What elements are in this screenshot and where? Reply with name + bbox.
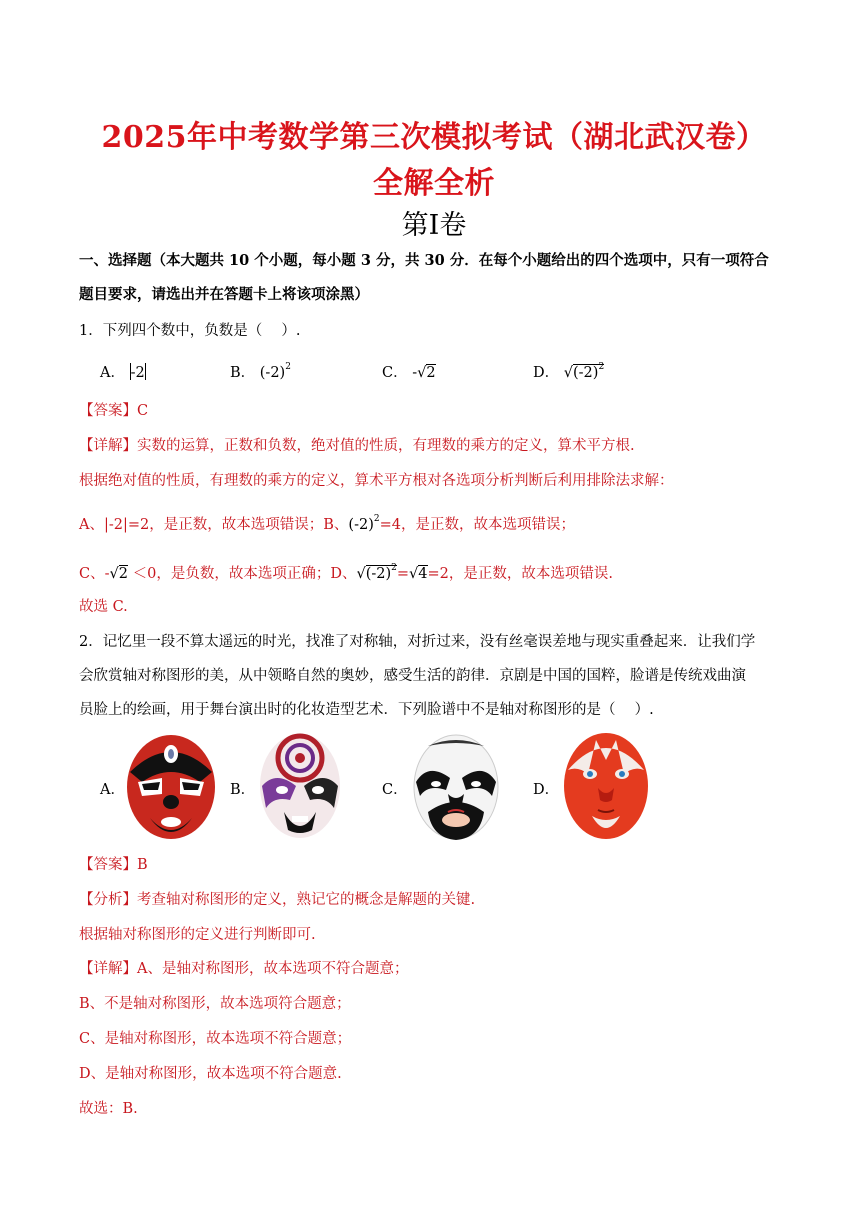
option-label: B． xyxy=(230,365,256,381)
q2-analysis xyxy=(79,890,475,910)
opera-mask-b-icon xyxy=(256,730,344,840)
q1-answer: 【答案】C xyxy=(79,403,149,419)
title-line-2: 全解全析 xyxy=(373,166,495,201)
exponent: 2 xyxy=(285,362,291,372)
option-label: A． xyxy=(100,365,125,381)
exponent: 2 xyxy=(391,563,397,573)
q2-label-d: D． xyxy=(533,782,560,798)
option-label: C． xyxy=(382,365,408,381)
exponent: 2 xyxy=(598,362,605,372)
opera-mask-a-icon xyxy=(120,732,222,842)
q1-detail-line-4 xyxy=(79,558,613,584)
section-heading-2: 题目要求，请选出并在答题卡上将该项涂黑） xyxy=(79,286,369,303)
q2-stem-2: 会欣赏轴对称图形的美，从中领略自然的奥妙，感受生活的韵律．京剧是中国的国粹，脸谱是传统戏曲演 xyxy=(79,668,746,684)
radicand xyxy=(573,364,604,381)
q2-detail-4: D、是轴对称图形，故本选项不符合题意. xyxy=(79,1066,342,1082)
text: = xyxy=(396,566,410,582)
radicand-base: (-2) xyxy=(573,365,599,381)
expr: (-2) xyxy=(259,365,286,381)
q1-option-d xyxy=(533,361,604,382)
analysis-text: 考查轴对称图形的定义，熟记它的概念是解题的关键. xyxy=(137,892,476,908)
sqrt-icon: √ xyxy=(563,365,573,381)
detail-tag: 【详解】 xyxy=(79,438,137,454)
q1-option-a xyxy=(100,361,146,382)
expr: -2 xyxy=(130,365,145,381)
text: =2，是正数，故本选项错误. xyxy=(427,566,614,582)
expr: (-2) xyxy=(348,517,374,533)
detail-text: 实数的运算，正数和负数，绝对值的性质，有理数的乘方的定义，算术平方根. xyxy=(137,438,635,454)
section-heading-1: 一、选择题（本大题共 10 个小题，每小题 3 分，共 30 分．在每个小题给出的四个选项中，只有一项符合 xyxy=(79,252,769,269)
q1-detail-line-3 xyxy=(79,509,575,535)
expr: - xyxy=(412,365,418,381)
radicand: 2 xyxy=(426,365,436,381)
q2-label-c: C． xyxy=(382,782,408,798)
sqrt-icon: √ xyxy=(417,365,427,381)
q2-detail-3: C、是轴对称图形，故本选项不符合题意； xyxy=(79,1031,352,1047)
detail-tag: 【详解】 xyxy=(79,961,137,977)
exponent: 2 xyxy=(373,514,380,524)
q2-label-b: B． xyxy=(230,782,256,798)
q2-stem-1: 2．记忆里一段不算太遥远的时光，找准了对称轴，对折过来，没有丝毫误差地与现实重叠起来．让我们学 xyxy=(79,634,756,650)
abs-expression xyxy=(130,365,146,381)
detail-text: A、是轴对称图形，故本选项不符合题意； xyxy=(137,961,409,977)
opera-mask-d-icon xyxy=(558,730,654,842)
title-line-1: 2025年中考数学第三次模拟考试（湖北武汉卷） xyxy=(101,120,767,155)
sqrt-icon: √ xyxy=(109,566,119,582)
sqrt-icon: √ xyxy=(356,566,366,582)
radicand: 4 xyxy=(418,566,428,582)
radicand: 2 xyxy=(118,566,128,582)
text: A、|-2|=2，是正数，故本选项错误；B、 xyxy=(79,517,349,533)
q1-detail xyxy=(79,436,635,456)
analysis-tag: 【分析】 xyxy=(79,892,137,908)
q2-answer: 【答案】B xyxy=(79,857,148,873)
q2-detail xyxy=(79,959,408,979)
q2-analysis-2: 根据轴对称图形的定义进行判断即可. xyxy=(79,927,316,943)
q1-option-c xyxy=(382,361,436,382)
text: C、- xyxy=(79,566,110,582)
text: ＜0，是负数，故本选项正确；D、 xyxy=(132,566,357,582)
q1-conclusion: 故选 C. xyxy=(79,599,128,615)
q2-label-a: A． xyxy=(100,782,125,798)
text: =4，是正数，故本选项错误； xyxy=(379,517,575,533)
q1-stem: 1．下列四个数中，负数是（ ）. xyxy=(79,323,301,339)
volume-heading: 第I卷 xyxy=(401,210,467,241)
option-label: D． xyxy=(533,365,560,381)
radicand xyxy=(366,565,397,582)
q1-option-b xyxy=(230,361,291,382)
opera-mask-c-icon xyxy=(408,732,504,842)
sqrt-icon: √ xyxy=(409,566,419,582)
q2-stem-3: 员脸上的绘画，用于舞台演出时的化妆造型艺术．下列脸谱中不是轴对称图形的是（ ）. xyxy=(79,702,654,718)
q1-detail-line-2: 根据绝对值的性质，有理数的乘方的定义，算术平方根对各选项分析判断后利用排除法求解： xyxy=(79,473,674,489)
q2-detail-2: B、不是轴对称图形，故本选项符合题意； xyxy=(79,996,351,1012)
q2-conclusion: 故选：B. xyxy=(79,1101,138,1117)
radicand-base: (-2) xyxy=(365,566,392,582)
